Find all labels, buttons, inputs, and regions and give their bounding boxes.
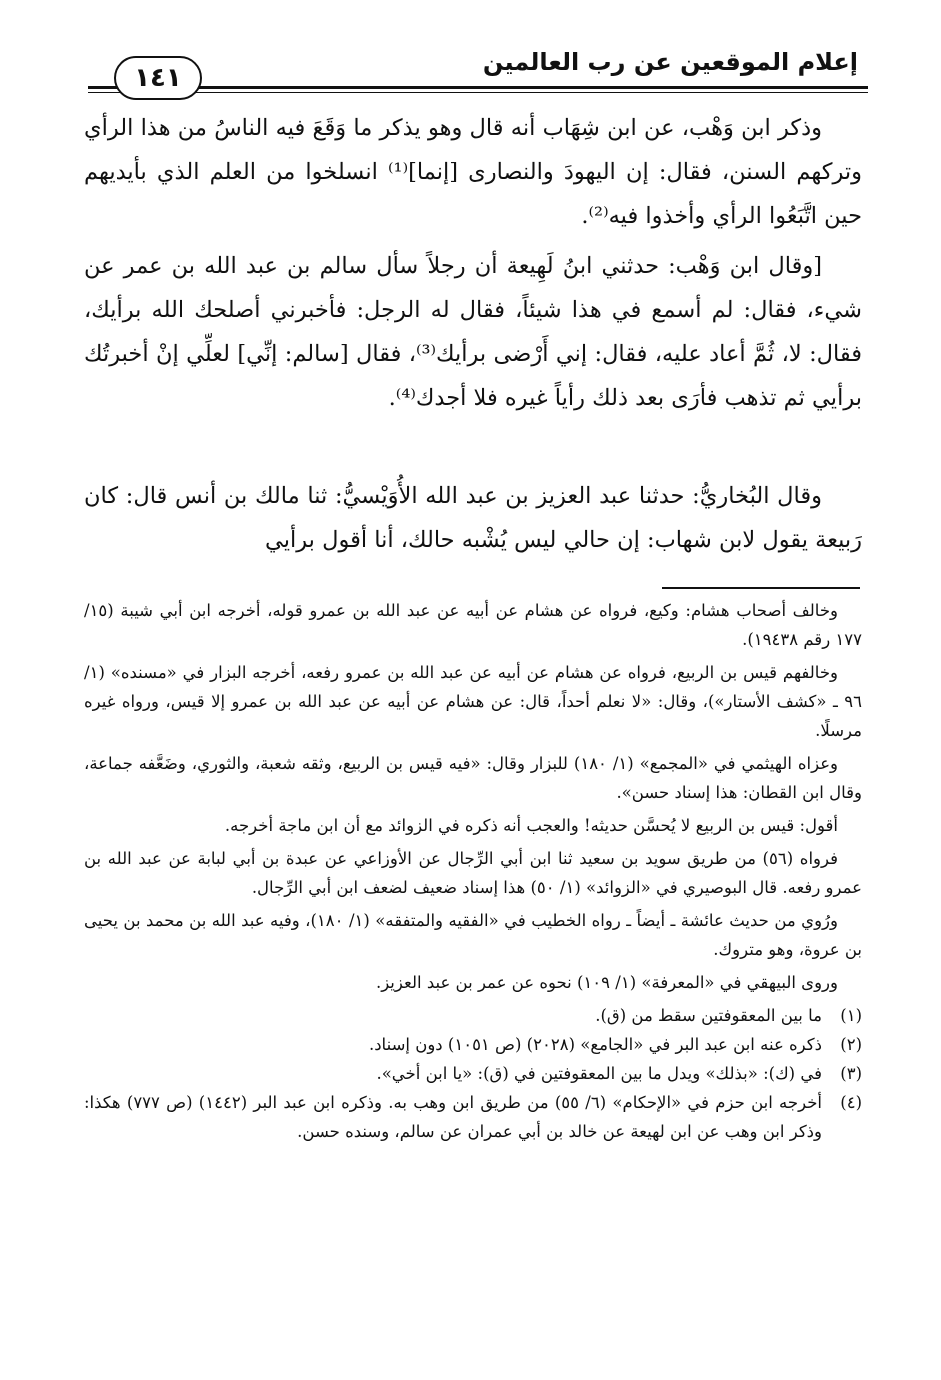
main-text-block-2 bbox=[84, 244, 862, 420]
footnote-text: ما بين المعقوفتين سقط من (ق). bbox=[595, 1006, 822, 1025]
footnote-4 bbox=[84, 1088, 862, 1146]
page-number: ١٤١ bbox=[134, 63, 182, 93]
footnote-continuation: وخالف أصحاب هشام: وكيع، فرواه عن هشام عن أبيه عن عبد الله بن عمرو قوله، أخرجه ابن أبي شيبة (١٥/ ١٧٧ رقم ١٩٤٣٨). bbox=[84, 601, 862, 649]
footnotes-section bbox=[84, 596, 862, 1146]
main-text-block-3 bbox=[84, 474, 862, 562]
running-title: إعلام الموقعين عن رب العالمين bbox=[482, 48, 858, 76]
footnote-3 bbox=[84, 1059, 862, 1088]
footnote-continuation: وعزاه الهيثمي في «المجمع» (١/ ١٨٠) للبزار وقال: «فيه قيس بن الربيع، وثقه شعبة، والثوري، وضَعَّفه جماعة، وقال ابن القطان: هذا إسناد حسن». bbox=[84, 754, 862, 802]
footnote-number: (٤) bbox=[840, 1093, 862, 1112]
header-rule bbox=[88, 86, 868, 89]
main-text-block-1 bbox=[84, 106, 862, 238]
footnote-text: ذكره عنه ابن عبد البر في «الجامع» (٢٠٢٨) (ص ١٠٥١) دون إسناد. bbox=[368, 1035, 822, 1054]
footnote-number: (٢) bbox=[840, 1035, 862, 1054]
footnote-1 bbox=[84, 1001, 862, 1030]
footnote-text: في (ك): «بذلك» ويدل ما بين المعقوفتين في (ق): «يا ابن أخي». bbox=[376, 1064, 822, 1083]
footnote-continuation: وروى البيهقي في «المعرفة» (١/ ١٠٩) نحوه عن عمر بن عبد العزيز. bbox=[375, 973, 838, 992]
paragraph: وذكر ابن وَهْب، عن ابن شِهَاب أنه قال وهو يذكر ما وَقَعَ فيه الناسُ من هذا الرأي وتركهم السنن، فقال: إن اليهودَ والنصارى [إنما]⁽¹⁾ انسلخوا من العلم الذي بأيديهم حين اتَّبَعُوا الرأي وأخذوا فيه⁽²⁾. bbox=[84, 115, 863, 229]
footnote-number: (١) bbox=[840, 1006, 862, 1025]
footnote-separator bbox=[662, 587, 860, 589]
footnote-continuation: فرواه (٥٦) من طريق سويد بن سعيد ثنا ابن أبي الرِّجال عن الأوزاعي عن عبدة بن أبي لبابة عن عبد الله بن عمرو رفعه. قال البوصيري في «الزوائد» (١/ ٥٠) هذا إسناد ضعيف لضعف ابن أبي الرِّجال. bbox=[84, 849, 862, 897]
paragraph: وقال البُخاريُّ: حدثنا عبد العزيز بن عبد الله الأُوَيْسيُّ: ثنا مالك بن أنس قال: كان رَبيعة يقول لابن شهاب: إن حالي ليس يُشْبه حالك، أنا أقول برأيي bbox=[84, 483, 862, 553]
footnote-continuation: ورُوي من حديث عائشة ـ أيضاً ـ رواه الخطيب في «الفقيه والمتفقه» (١/ ١٨٠)، وفيه عبد الله بن محمد بن يحيى بن عروة، وهو متروك. bbox=[84, 911, 862, 959]
page-header bbox=[88, 40, 868, 102]
page-number-badge bbox=[114, 56, 202, 100]
footnote-2 bbox=[84, 1030, 862, 1059]
footnote-number: (٣) bbox=[840, 1064, 862, 1083]
footnote-text: أخرجه ابن حزم في «الإحكام» (٦/ ٥٥) من طريق ابن وهب به. وذكره ابن عبد البر (١٤٤٢) (ص ٧٧٧) هكذا: وذكر ابن وهب عن ابن لهيعة عن خالد بن أبي عمران عن سالم، وسنده حسن. bbox=[84, 1093, 822, 1141]
footnote-continuation: وخالفهم قيس بن الربيع، فرواه عن هشام عن أبيه عن عبد الله بن عمرو رفعه، أخرجه البزار في «مسنده» (١/ ٩٦ ـ «كشف الأستار»)، وقال: «لا نعلم أحداً، قال: عن هشام عن أبيه عن عبد الله بن عمرو إلا قيس، ورواه غيره مرسلًا. bbox=[84, 663, 862, 740]
paragraph: [وقال ابن وَهْب: حدثني ابنُ لَهِيعة أن رجلاً سأل سالم بن عبد الله بن عمر عن شيء، فقال: لم أسمع في هذا شيئاً، فقال له الرجل: فأخبرني أصلحك الله برأيك، فقال: لا، ثُمَّ أعاد عليه، فقال: إني أَرْضى برأيك⁽³⁾، فقال [سالم: إنِّي] لعلِّي إنْ أخبرتُك برأيي ثم تذهب فأرَى بعد ذلك رأياً غيره فلا أجدك⁽⁴⁾. bbox=[84, 253, 862, 411]
footnote-continuation: أقول: قيس بن الربيع لا يُحسَّن حديثه! والعجب أنه ذكره في الزوائد مع أن ابن ماجة أخرجه. bbox=[224, 816, 838, 835]
header-rule-thin bbox=[88, 92, 868, 93]
